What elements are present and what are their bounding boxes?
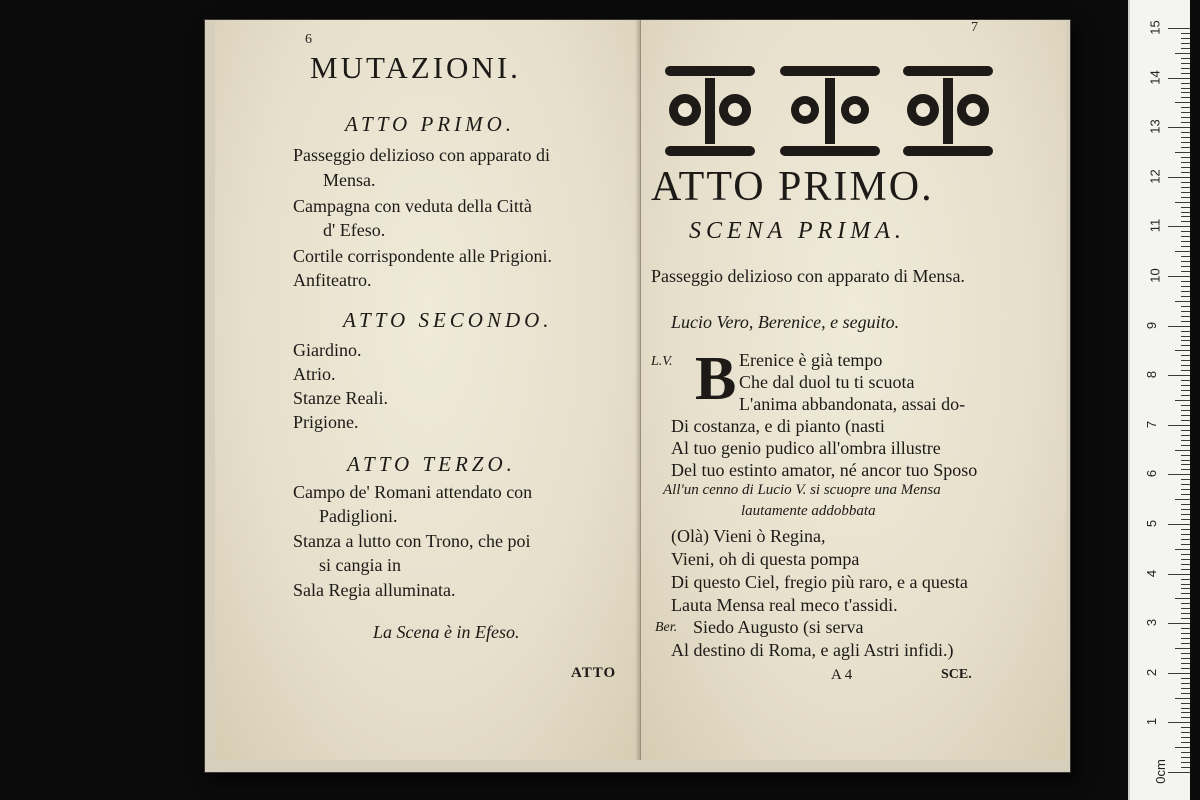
ruler-tick-minor: [1181, 440, 1190, 441]
verse3-line-1: Siedo Augusto (si serva: [693, 617, 864, 637]
act1-line-3: Campagna con veduta della Città: [293, 196, 532, 216]
ruler-tick-minor: [1181, 539, 1190, 540]
verse2-line-1: (Olà) Vieni ò Regina,: [671, 526, 826, 546]
ruler-tick-minor: [1181, 117, 1190, 118]
ruler-tick-minor: [1181, 618, 1190, 619]
ruler-tick-minor: [1181, 142, 1190, 143]
ruler-tick-minor: [1181, 703, 1190, 704]
ruler-tick-minor: [1181, 415, 1190, 416]
ruler-label: 1: [1144, 718, 1160, 726]
left-page: [215, 20, 641, 760]
ruler-tick-major: [1168, 474, 1190, 475]
ruler-tick-minor: [1181, 464, 1190, 465]
ruler-tick-minor: [1181, 88, 1190, 89]
ruler-tick-minor: [1175, 747, 1190, 748]
ruler-tick-minor: [1181, 345, 1190, 346]
act1-heading: ATTO PRIMO.: [345, 112, 515, 136]
ruler-tick-minor: [1181, 182, 1190, 183]
ruler-tick-minor: [1181, 207, 1190, 208]
ruler-tick-major: [1168, 78, 1190, 79]
ruler-tick-minor: [1181, 63, 1190, 64]
ruler-tick-minor: [1181, 291, 1190, 292]
ruler-tick-minor: [1181, 162, 1190, 163]
ruler-tick-minor: [1181, 529, 1190, 530]
ruler-tick-minor: [1181, 534, 1190, 535]
ruler-label: 15: [1147, 20, 1163, 35]
ruler-label: 11: [1147, 219, 1163, 233]
ruler-tick-minor: [1181, 261, 1190, 262]
ruler-tick-minor: [1181, 157, 1190, 158]
ruler-tick-minor: [1181, 281, 1190, 282]
ruler-tick-minor: [1181, 544, 1190, 545]
verse2-line-4: Lauta Mensa real meco t'assidi.: [671, 595, 898, 615]
ruler-tick-minor: [1181, 286, 1190, 287]
verse2-line-3: Di questo Ciel, fregio più raro, e a questa: [671, 572, 968, 592]
ruler-tick-minor: [1181, 360, 1190, 361]
ruler-tick-minor: [1181, 246, 1190, 247]
act1-line-2: Mensa.: [323, 170, 376, 190]
ruler-tick-minor: [1181, 514, 1190, 515]
ruler-tick-minor: [1181, 112, 1190, 113]
ruler-tick-minor: [1175, 251, 1190, 252]
ruler-tick-major: [1168, 673, 1190, 674]
ruler-tick-minor: [1175, 549, 1190, 550]
ruler-tick-minor: [1181, 509, 1190, 510]
ruler-tick-minor: [1175, 152, 1190, 153]
act3-line-3: Stanza a lutto con Trono, che poi: [293, 531, 531, 551]
stage-direction-1: All'un cenno di Lucio V. si scuopre una Mensa: [663, 482, 941, 498]
ruler-tick-minor: [1181, 137, 1190, 138]
ruler-tick-minor: [1181, 737, 1190, 738]
drop-cap: B: [695, 345, 737, 413]
act3-line-4: si cangia in: [319, 555, 401, 575]
ruler-tick-minor: [1181, 633, 1190, 634]
ruler-tick-minor: [1181, 241, 1190, 242]
ruler-tick-minor: [1181, 593, 1190, 594]
ruler-tick-minor: [1181, 311, 1190, 312]
ruler-tick-minor: [1181, 365, 1190, 366]
ruler-tick-minor: [1181, 236, 1190, 237]
ruler-tick-minor: [1181, 579, 1190, 580]
ruler-tick-minor: [1175, 301, 1190, 302]
act2-line-4: Prigione.: [293, 412, 359, 432]
ruler-tick-minor: [1181, 167, 1190, 168]
ruler-tick-major: [1168, 722, 1190, 723]
verse-line-5: Al tuo genio pudico all'ombra illustre: [671, 438, 941, 458]
ruler-tick-minor: [1181, 469, 1190, 470]
speaker-berenice: Ber.: [655, 620, 678, 635]
ruler-tick-minor: [1181, 336, 1190, 337]
ruler-tick-minor: [1181, 92, 1190, 93]
ruler-tick-minor: [1181, 460, 1190, 461]
ruler-tick-minor: [1181, 608, 1190, 609]
ruler-tick-minor: [1181, 83, 1190, 84]
ruler-tick-minor: [1181, 306, 1190, 307]
ruler-tick-minor: [1181, 390, 1190, 391]
ruler-tick-minor: [1181, 33, 1190, 34]
ruler-tick-minor: [1181, 212, 1190, 213]
ruler-tick-minor: [1181, 708, 1190, 709]
act3-line-1: Campo de' Romani attendato con: [293, 482, 533, 502]
ruler-tick-minor: [1181, 757, 1190, 758]
left-page-number: 6: [305, 32, 312, 47]
left-catchword: ATTO: [571, 665, 617, 681]
ruler-label: 3: [1144, 619, 1160, 627]
ruler-tick-minor: [1181, 519, 1190, 520]
scene-setting: Passeggio delizioso con apparato di Mensa.: [651, 266, 965, 286]
right-catchword: SCE.: [941, 667, 972, 682]
ruler-tick-minor: [1181, 643, 1190, 644]
ruler-tick-minor: [1181, 48, 1190, 49]
ruler-tick-minor: [1181, 58, 1190, 59]
scene-heading: SCENA PRIMA.: [689, 218, 906, 244]
ruler-tick-minor: [1181, 147, 1190, 148]
right-page-number: 7: [971, 20, 978, 35]
ruler-tick-minor: [1181, 271, 1190, 272]
ruler-tick-minor: [1181, 132, 1190, 133]
ruler-tick-minor: [1181, 395, 1190, 396]
open-book: [205, 20, 1070, 772]
act1-line-1: Passeggio delizioso con apparato di: [293, 145, 550, 165]
ruler-tick-minor: [1181, 385, 1190, 386]
ruler-label: 12: [1147, 169, 1163, 184]
ruler-tick-minor: [1181, 732, 1190, 733]
ruler-label: 9: [1144, 321, 1160, 329]
ruler-tick-minor: [1181, 683, 1190, 684]
verse2-line-2: Vieni, oh di questa pompa: [671, 549, 860, 569]
ruler-tick-minor: [1181, 107, 1190, 108]
ruler-tick-minor: [1181, 420, 1190, 421]
right-page: [641, 20, 1066, 760]
ruler-tick-minor: [1181, 73, 1190, 74]
ruler-tick-minor: [1181, 445, 1190, 446]
ruler-tick-minor: [1181, 410, 1190, 411]
ruler-tick-minor: [1175, 202, 1190, 203]
act1-line-6: Anfiteatro.: [293, 270, 372, 290]
ruler-tick-minor: [1181, 688, 1190, 689]
ruler-tick-minor: [1181, 559, 1190, 560]
ruler-tick-minor: [1175, 648, 1190, 649]
ruler-tick-minor: [1175, 350, 1190, 351]
verse-line-1: Erenice è già tempo: [739, 350, 883, 370]
ruler-tick-major: [1168, 276, 1190, 277]
ruler-tick-minor: [1181, 97, 1190, 98]
signature-mark: A 4: [831, 667, 853, 683]
ruler-tick-minor: [1181, 221, 1190, 222]
ruler-tick-minor: [1181, 380, 1190, 381]
scene-location-note: La Scena è in Efeso.: [373, 622, 520, 642]
ruler-tick-minor: [1181, 504, 1190, 505]
speaker-lucio: L.V.: [651, 354, 673, 369]
ruler-tick-minor: [1181, 370, 1190, 371]
verse-line-2: Che dal duol tu ti scuota: [739, 372, 915, 392]
ruler-label: 14: [1147, 69, 1163, 85]
ruler-tick-minor: [1181, 38, 1190, 39]
ruler-tick-minor: [1181, 584, 1190, 585]
ruler-label: 2: [1144, 668, 1160, 676]
ruler-tick-minor: [1181, 43, 1190, 44]
ruler-tick-minor: [1181, 712, 1190, 713]
ruler-tick-minor: [1175, 698, 1190, 699]
act1-line-5: Cortile corrispondente alle Prigioni.: [293, 246, 552, 266]
ruler-tick-minor: [1181, 296, 1190, 297]
ruler-tick-minor: [1181, 668, 1190, 669]
verse-line-6: Del tuo estinto amator, né ancor tuo Sposo: [671, 460, 978, 480]
ruler-tick-minor: [1181, 717, 1190, 718]
ruler-tick-major: [1168, 375, 1190, 376]
ruler-label: 5: [1144, 519, 1160, 528]
ruler-tick-minor: [1181, 192, 1190, 193]
ruler-tick-minor: [1181, 742, 1190, 743]
ruler-tick-minor: [1181, 752, 1190, 753]
ruler-tick-minor: [1181, 68, 1190, 69]
act3-line-2: Padiglioni.: [319, 506, 398, 526]
verse-line-3: L'anima abbandonata, assai do-: [739, 394, 966, 414]
ruler-tick-minor: [1181, 569, 1190, 570]
ruler-tick-minor: [1181, 455, 1190, 456]
ruler-label: 6: [1144, 470, 1160, 478]
ruler-tick-minor: [1181, 256, 1190, 257]
act2-heading: ATTO SECONDO.: [343, 308, 553, 332]
ruler-tick-major: [1168, 177, 1190, 178]
ruler-tick-minor: [1181, 489, 1190, 490]
ruler-tick-minor: [1181, 727, 1190, 728]
ruler-tick-minor: [1181, 554, 1190, 555]
ruler-label: 4: [1144, 569, 1160, 577]
ruler-tick-minor: [1181, 762, 1190, 763]
ruler-tick-minor: [1181, 316, 1190, 317]
ruler-tick-minor: [1181, 678, 1190, 679]
left-page-title: MUTAZIONI.: [310, 50, 521, 85]
ruler-tick-major: [1168, 623, 1190, 624]
ruler-tick-minor: [1181, 479, 1190, 480]
act-title: ATTO PRIMO.: [651, 164, 934, 210]
ruler-tick-minor: [1181, 638, 1190, 639]
ruler-tick-minor: [1181, 628, 1190, 629]
ruler-tick-minor: [1181, 494, 1190, 495]
ruler-tick-minor: [1181, 321, 1190, 322]
ruler-tick-minor: [1181, 435, 1190, 436]
ruler-tick-major: [1168, 326, 1190, 327]
ruler-tick-minor: [1181, 355, 1190, 356]
ruler-tick-minor: [1175, 102, 1190, 103]
ruler-label: 8: [1144, 371, 1160, 379]
verse-line-4: Di costanza, e di pianto (nasti: [671, 416, 885, 436]
ruler-label: 10: [1147, 268, 1163, 283]
ruler-tick-minor: [1175, 53, 1190, 54]
scene-characters: Lucio Vero, Berenice, e seguito.: [671, 312, 900, 332]
ruler-tick-minor: [1175, 598, 1190, 599]
ruler-tick-major: [1168, 226, 1190, 227]
ruler-tick-minor: [1181, 122, 1190, 123]
ruler-tick-major: [1168, 127, 1190, 128]
ruler-tick-major: [1168, 574, 1190, 575]
ruler-tick-minor: [1181, 266, 1190, 267]
act1-line-4: d' Efeso.: [323, 220, 386, 240]
ruler-tick-major: [1168, 28, 1190, 29]
act2-line-1: Giardino.: [293, 340, 362, 360]
ruler-tick-minor: [1181, 231, 1190, 232]
ruler-tick-minor: [1181, 187, 1190, 188]
ruler-tick-minor: [1181, 658, 1190, 659]
ruler-tick-minor: [1175, 450, 1190, 451]
ruler-tick-minor: [1181, 663, 1190, 664]
ruler-tick-minor: [1181, 484, 1190, 485]
ruler-label: 7: [1144, 420, 1160, 428]
ruler-tick-minor: [1181, 613, 1190, 614]
ruler-tick-minor: [1181, 693, 1190, 694]
ruler-tick-minor: [1181, 430, 1190, 431]
ruler-tick-minor: [1181, 216, 1190, 217]
ruler-tick-minor: [1181, 653, 1190, 654]
ruler-tick-minor: [1181, 340, 1190, 341]
ruler-tick-minor: [1181, 331, 1190, 332]
ruler-label: 13: [1147, 119, 1163, 134]
act2-line-2: Atrio.: [293, 364, 336, 384]
act2-line-3: Stanze Reali.: [293, 388, 388, 408]
ruler-tick-major: [1168, 425, 1190, 426]
act3-line-5: Sala Regia alluminata.: [293, 580, 456, 600]
ruler-tick-major: [1168, 772, 1190, 773]
ruler-tick-minor: [1181, 172, 1190, 173]
ruler-tick-minor: [1181, 405, 1190, 406]
ruler-label: 0cm: [1152, 759, 1168, 784]
ruler-tick-minor: [1181, 197, 1190, 198]
ruler-tick-minor: [1181, 564, 1190, 565]
ruler-tick-major: [1168, 524, 1190, 525]
ruler-tick-minor: [1175, 400, 1190, 401]
stage-direction-2: lautamente addobbata: [741, 503, 876, 519]
measurement-ruler: [1128, 0, 1190, 800]
ruler-tick-minor: [1181, 603, 1190, 604]
ruler-tick-minor: [1175, 499, 1190, 500]
ruler-tick-minor: [1181, 588, 1190, 589]
act3-heading: ATTO TERZO.: [347, 452, 516, 476]
ruler-tick-minor: [1181, 767, 1190, 768]
verse3-line-2: Al destino di Roma, e agli Astri infidi.): [671, 640, 954, 660]
headpiece-ornament-icon: [655, 58, 1003, 163]
